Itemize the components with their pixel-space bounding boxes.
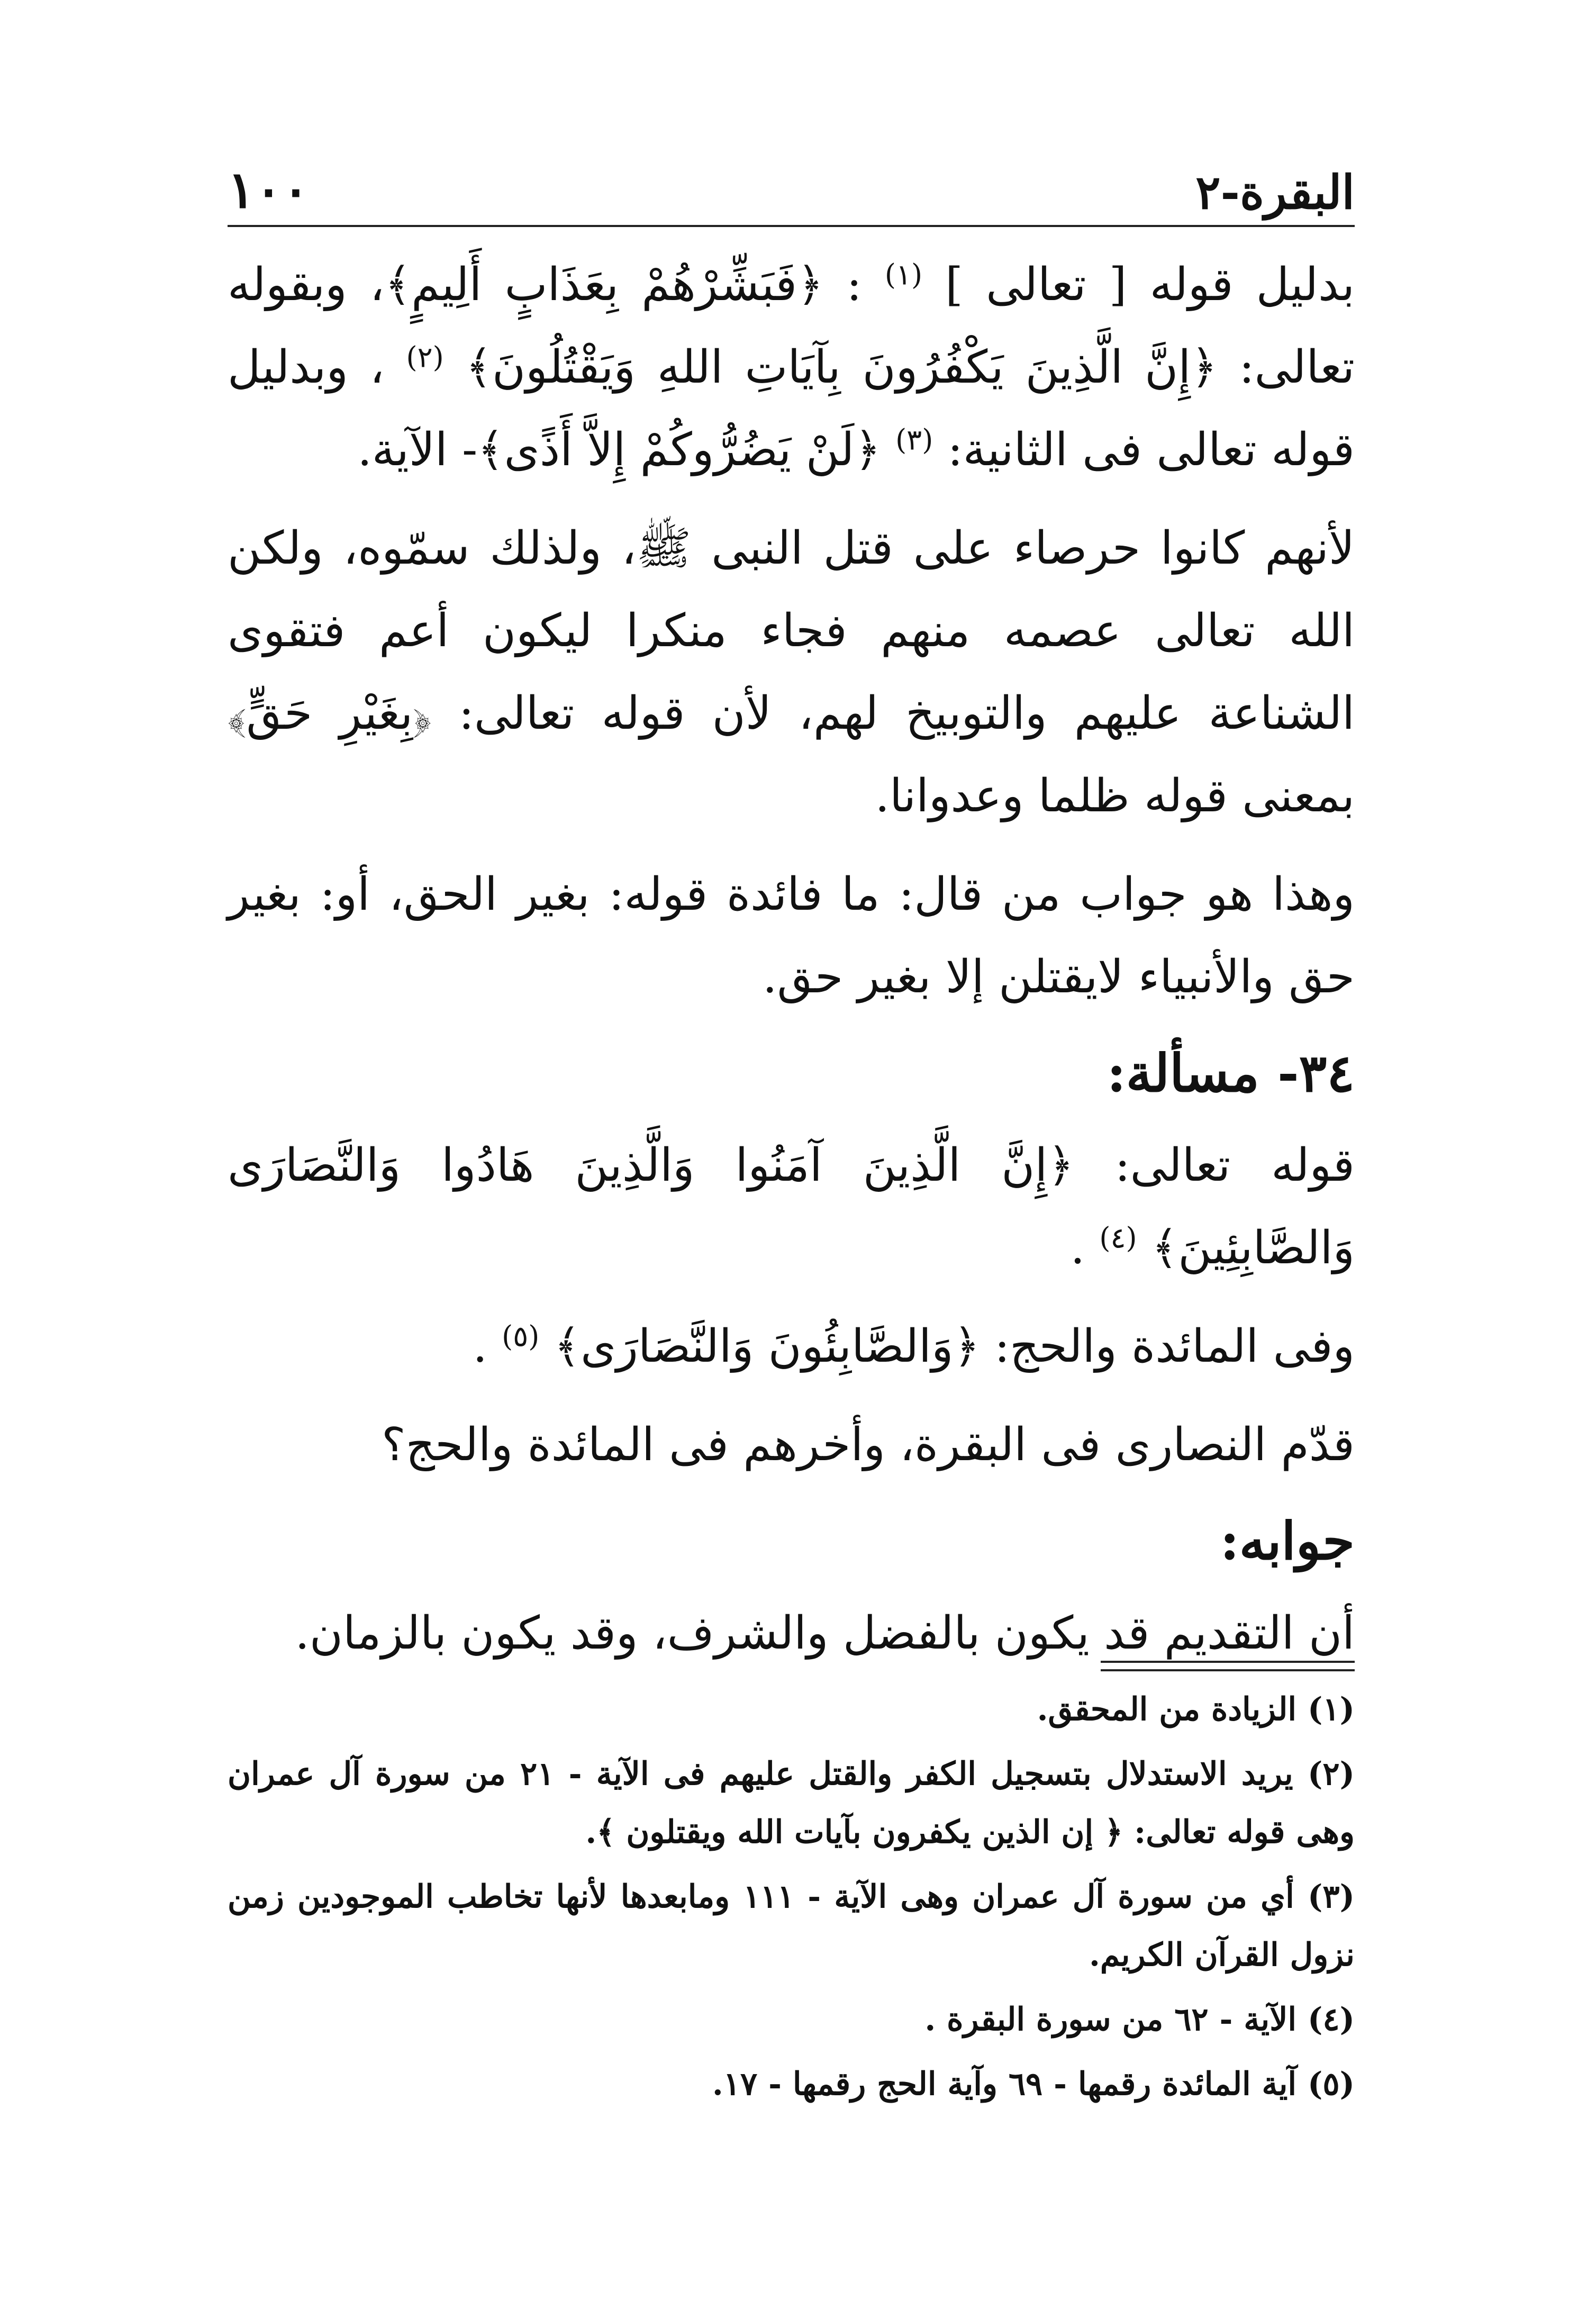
footnote-ref-2: (٢) [406, 340, 444, 374]
footnotes [228, 1680, 1355, 2120]
main-text [228, 243, 1355, 1690]
paragraph-7: أن التقديم قد يكون بالفضل والشرف، وقد يكون بالزمان. [295, 1607, 1355, 1660]
paragraph-5: وفى المائدة والحج: ﴿وَالصَّابِئُونَ وَالنَّصَارَى﴾ $^{(٥)}$ . [473, 1319, 1355, 1373]
paragraph-4: قوله تعالى: ﴿إِنَّ الَّذِينَ آمَنُوا وَالَّذِينَ هَادُوا وَالنَّصَارَى وَالصَّابِئِينَ﴾ $^{(٤)}$ . [228, 1139, 1355, 1274]
answer-heading: جوابه: [1220, 1511, 1355, 1572]
paragraph-6: قدّم النصارى فى البقرة، وأخرهم فى المائدة والحج؟ [381, 1418, 1355, 1471]
footnote-1: (١) الزيادة من المحقق. [1037, 1691, 1355, 1728]
footnote-3: (٣) أي من سورة آل عمران وهى الآية - ١١١ ومابعدها لأنها تخاطب الموجودين زمن نزول القرآن الكريم. [228, 1878, 1355, 1974]
page-number: ١٠٠ [228, 160, 310, 220]
footnote-separator [1101, 1661, 1355, 1671]
footnote-ref-3: (٣) [895, 423, 933, 457]
paragraph-2: لأنهم كانوا حرصاء على قتل النبى ﷺ، ولذلك سمّوه، ولكن الله تعالى عصمه منهم فجاء منكرا ليكون أعم فتقوى الشناعة عليهم والتوبيخ لهم، لأن قوله تعالى: ﴿بِغَيْرِ حَقٍّ﴾ بمعنى قوله ظلما وعدوانا. [228, 522, 1355, 822]
footnote-5: (٥) آية المائدة رقمها - ٦٩ وآية الحج رقمها - ١٧. [712, 2066, 1355, 2103]
footnote-ref-5: (٥) [502, 1319, 540, 1353]
header-rule [228, 225, 1355, 227]
running-title: البقرة-٢ [1195, 165, 1355, 220]
footnote-4: (٤) الآية - ٦٢ من سورة البقرة . [924, 2001, 1355, 2038]
footnote-ref-1: (١) [884, 258, 923, 292]
page-header [228, 151, 1355, 220]
footnote-ref-4: (٤) [1099, 1221, 1137, 1255]
footnote-2: (٢) يريد الاستدلال بتسجيل الكفر والقتل عليهم فى الآية - ٢١ من سورة آل عمران وهى قوله تعالى: ﴿ إن الذين يكفرون بآيات الله ويقتلون ﴾. [228, 1755, 1355, 1851]
paragraph-1: بدليل قوله [ تعالى ] $^{(١)}$ : ﴿فَبَشِّرْهُمْ بِعَذَابٍ أَلِيمٍ﴾، وبقوله تعالى: ﴿إِنَّ الَّذِينَ يَكْفُرُونَ بِآيَاتِ اللهِ وَيَقْتُلُونَ﴾ $^{(٢)}$ ، وبدليل قوله تعالى فى الثانية: $^{(٣)}$ ﴿لَنْ يَضُرُّوكُمْ إِلاَّ أَذًى﴾- الآية. [228, 258, 1355, 476]
section-heading-34: ٣٤- مسألة: [1107, 1043, 1355, 1104]
paragraph-3: وهذا هو جواب من قال: ما فائدة قوله: بغير الحق، أو: بغير حق والأنبياء لايقتلن إلا بغير حق. [228, 868, 1355, 1003]
